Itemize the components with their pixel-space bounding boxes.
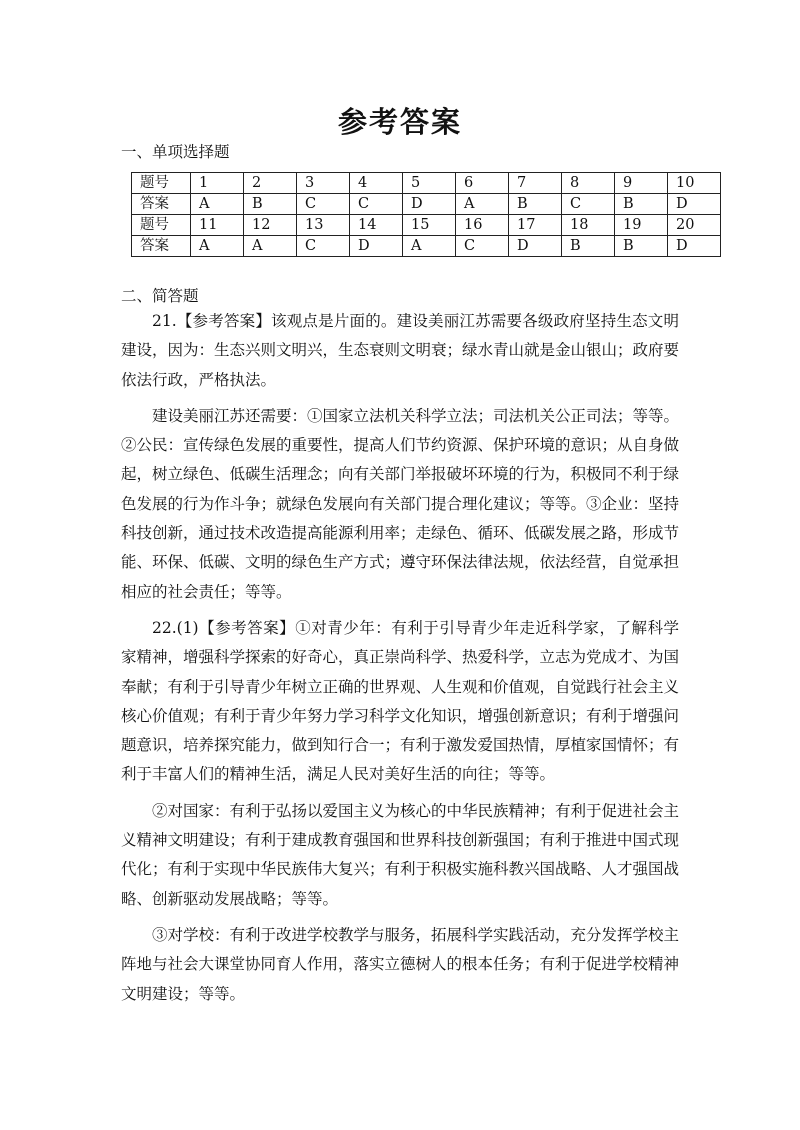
page-title: 参考答案 <box>337 105 462 139</box>
answer-table <box>131 172 721 257</box>
answer-paragraph-21: 21.【参考答案】该观点是片面的。建设美丽江苏需要各级政府坚持生态文明建设，因为：生态兴则文明兴，生态衰则文明衰；绿水青山就是金山银山；政府要依法行政，严格执法。 <box>121 312 680 389</box>
table-cell: B <box>509 194 562 215</box>
table-cell: C <box>297 194 350 215</box>
table-cell: 9 <box>615 173 668 194</box>
table-cell: D <box>668 236 721 257</box>
table-cell: 7 <box>509 173 562 194</box>
table-cell: C <box>350 194 403 215</box>
table-cell: B <box>562 236 615 257</box>
table-row <box>132 194 721 215</box>
table-row <box>132 236 721 257</box>
table-cell: 14 <box>350 215 403 236</box>
row-label: 题号 <box>132 215 191 236</box>
table-row <box>132 215 721 236</box>
table-cell: 5 <box>403 173 456 194</box>
table-cell: B <box>615 194 668 215</box>
table-cell: A <box>244 236 297 257</box>
answer-paragraph-21-continued: 建设美丽江苏还需要：①国家立法机关科学立法；司法机关公正司法；等等。②公民：宣传绿色发展的重要性，提高人们节约资源、保护环境的意识；从自身做起，树立绿色、低碳生活理念；向有关部门举报破坏环境的行为，积极同不利于绿色发展的行为作斗争；就绿色发展向有关部门提合理化建议；等等。③企业：坚持科技创新，通过技术改造提高能源利用率；走绿色、循环、低碳发展之路，形成节能、环保、低碳、文明的绿色生产方式；遵守环保法律法规，依法经营，自觉承担相应的社会责任；等等。 <box>121 406 680 601</box>
table-cell: 1 <box>191 173 244 194</box>
answer-paragraph-22-school: ③对学校：有利于改进学校教学与服务，拓展科学实践活动，充分发挥学校主阵地与社会大课堂协同育人作用，落实立德树人的根本任务；有利于促进学校精神文明建设；等等。 <box>121 925 680 1003</box>
table-cell: 20 <box>668 215 721 236</box>
table-cell: 8 <box>562 173 615 194</box>
table-cell: 18 <box>562 215 615 236</box>
table-cell: A <box>191 236 244 257</box>
section-heading-short-answer: 二、简答题 <box>121 287 199 305</box>
section-heading-multiple-choice: 一、单项选择题 <box>121 143 230 161</box>
table-cell: C <box>456 236 509 257</box>
table-cell: D <box>668 194 721 215</box>
row-label: 题号 <box>132 173 191 194</box>
table-cell: 6 <box>456 173 509 194</box>
row-label: 答案 <box>132 194 191 215</box>
answer-paragraph-22-youth: 22.(1)【参考答案】①对青少年：有利于引导青少年走近科学家，了解科学家精神，增强科学探索的好奇心，真正崇尚科学、热爱科学，立志为党成才、为国奉献；有利于引导青少年树立正确的世界观、人生观和价值观，自觉践行社会主义核心价值观；有利于青少年努力学习科学文化知识，增强创新意识；有利于增强问题意识，培养探究能力，做到知行合一；有利于激发爱国热情，厚植家国情怀；有利于丰富人们的精神生活，满足人民对美好生活的向往；等等。 <box>121 618 680 784</box>
table-row <box>132 173 721 194</box>
answer-paragraph-22-nation: ②对国家：有利于弘扬以爱国主义为核心的中华民族精神；有利于促进社会主义精神文明建设；有利于建成教育强国和世界科技创新强国；有利于推进中国式现代化；有利于实现中华民族伟大复兴；有利于积极实施科教兴国战略、人才强国战略、创新驱动发展战略；等等。 <box>121 801 680 908</box>
table-cell: D <box>350 236 403 257</box>
table-cell: 13 <box>297 215 350 236</box>
table-cell: B <box>244 194 297 215</box>
table-cell: 17 <box>509 215 562 236</box>
row-label: 答案 <box>132 236 191 257</box>
table-cell: D <box>403 194 456 215</box>
table-cell: 16 <box>456 215 509 236</box>
table-cell: B <box>615 236 668 257</box>
table-cell: C <box>562 194 615 215</box>
table-cell: 15 <box>403 215 456 236</box>
table-cell: A <box>191 194 244 215</box>
table-cell: 3 <box>297 173 350 194</box>
table-cell: 10 <box>668 173 721 194</box>
table-cell: C <box>297 236 350 257</box>
table-cell: A <box>456 194 509 215</box>
table-cell: 4 <box>350 173 403 194</box>
table-cell: 19 <box>615 215 668 236</box>
table-cell: 2 <box>244 173 297 194</box>
table-cell: 11 <box>191 215 244 236</box>
table-cell: A <box>403 236 456 257</box>
table-cell: D <box>509 236 562 257</box>
short-answer-body <box>121 307 679 1009</box>
table-cell: 12 <box>244 215 297 236</box>
